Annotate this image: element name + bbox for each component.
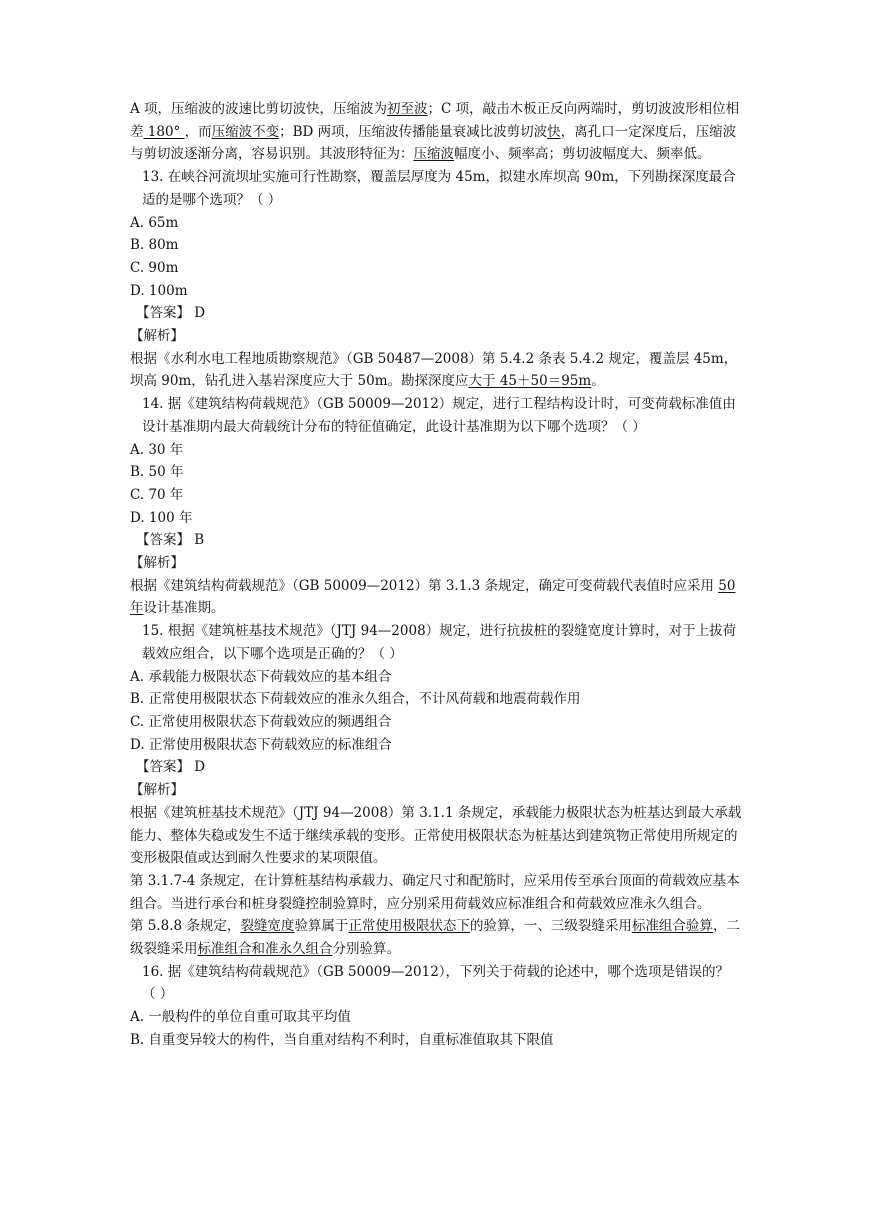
question-15: 15. 根据《建筑桩基技术规范》（JTJ 94—2008）规定，进行抗拔桩的裂缝宽度计算时，对于上拔荷载效应组合，以下哪个选项是正确的？（ ） — [142, 623, 737, 662]
analysis-label-15: 【解析】 — [130, 782, 184, 799]
option-a: A. 承载能力极限状态下荷载效应的基本组合 — [130, 668, 392, 685]
underline-term: 裂缝宽度 — [240, 918, 295, 935]
answer-13: 【答案】 D — [136, 305, 206, 322]
option-a: A. 65m — [130, 214, 179, 231]
question-16: 16. 据《建筑结构荷载规范》（GB 50009—2012），下列关于荷载的论述中，哪个选项是错误的？（ ） — [142, 963, 730, 1003]
underline-term: 快 — [547, 123, 561, 140]
underline-term: 正常使用极限状态下 — [348, 918, 470, 935]
underline-term: 180° — [143, 123, 185, 140]
option-b: B. 正常使用极限状态下荷载效应的准永久组合，不计风荷载和地震荷载作用 — [130, 691, 581, 708]
option-b: B. 50 年 — [130, 464, 184, 481]
option-d: D. 100 年 — [130, 509, 193, 526]
answer-14: 【答案】 B — [136, 532, 205, 549]
answer-15: 【答案】 D — [136, 759, 206, 776]
option-c: C. 90m — [130, 259, 179, 276]
underline-term: 50 年 — [130, 577, 736, 617]
option-c: C. 正常使用极限状态下荷载效应的频遇组合 — [130, 713, 392, 730]
analysis-label-13: 【解析】 — [130, 328, 184, 345]
underline-term: 标准组合和准永久组合 — [197, 941, 333, 958]
underline-term: 初至波 — [387, 101, 428, 117]
analysis-label-14: 【解析】 — [130, 555, 184, 572]
option-d: D. 正常使用极限状态下荷载效应的标准组合 — [130, 736, 392, 753]
intro-explanation: A 项，压缩波的波速比剪切波快，压缩波为初至波；C 项，敲击木板正反向两端时，剪切波波形相位相差 180° ，而压缩波不变；BD 两项，压缩波传播能量衰减比波剪切波快，离孔口一定深度后，压缩波与剪切波逐渐分离，容易识别。其波形特征为：压缩波幅度小、频率高；剪切波幅度大、频率低。 — [130, 101, 740, 163]
question-13: 13. 在峡谷河流坝址实施可行性勘察，覆盖层厚度为 45m，拟建水库坝高 90m，下列勘探深度最合适的是哪个选项？（ ） — [142, 169, 736, 208]
explanation-13: 根据《水利水电工程地质勘察规范》（GB 50487—2008）第 5.4.2 条表 5.4.2 规定，覆盖层 45m，坝高 90m，钻孔进入基岩深度应大于 50m。勘探深度应大于 45＋50＝95m。 — [130, 350, 738, 390]
underline-term: 压缩波 — [413, 146, 454, 163]
explanation-15-part-3: 第 5.8.8 条规定，裂缝宽度验算属于正常使用极限状态下的验算，一、三级裂缝采用标准组合验算，二级裂缝采用标准组合和准永久组合分别验算。 — [130, 918, 740, 958]
option-b: B. 80m — [130, 237, 179, 254]
option-d: D. 100m — [130, 282, 188, 299]
question-14: 14. 据《建筑结构荷载规范》（GB 50009—2012）规定，进行工程结构设计时，可变荷载标准值由设计基准期内最大荷载统计分布的特征值确定，此设计基准期为以下哪个选项？（ ） — [142, 396, 736, 435]
underline-term: 大于 45＋50＝95m — [468, 373, 592, 390]
explanation-14: 根据《建筑结构荷载规范》（GB 50009—2012）第 3.1.3 条规定，确定可变荷载代表值时应采用 50 年设计基准期。 — [130, 577, 736, 617]
option-a: A. 30 年 — [130, 441, 184, 458]
document-page — [130, 98, 742, 1052]
option-c: C. 70 年 — [130, 486, 184, 503]
explanation-15-part-2: 第 3.1.7-4 条规定，在计算桩基结构承载力、确定尺寸和配筋时，应采用传至承台顶面的荷载效应基本组合。当进行承台和桩身裂缝控制验算时，应分别采用荷载效应标准组合和荷载效应准永久组合。 — [130, 872, 740, 912]
underline-term: 压缩波不变 — [211, 123, 280, 140]
underline-term: 标准组合验算 — [631, 918, 713, 935]
option-a: A. 一般构件的单位自重可取其平均值 — [130, 1009, 351, 1026]
option-b: B. 自重变异较大的构件，当自重对结构不利时，自重标准值取其下限值 — [130, 1031, 554, 1048]
explanation-15-part-1: 根据《建筑桩基技术规范》（JTJ 94—2008）第 3.1.1 条规定，承载能力极限状态为桩基达到最大承载能力、整体失稳或发生不适于继续承载的变形。正常使用极限状态为桩基达到建筑物正常使用所规定的变形极限值或达到耐久性要求的某项限值。 — [130, 804, 742, 867]
